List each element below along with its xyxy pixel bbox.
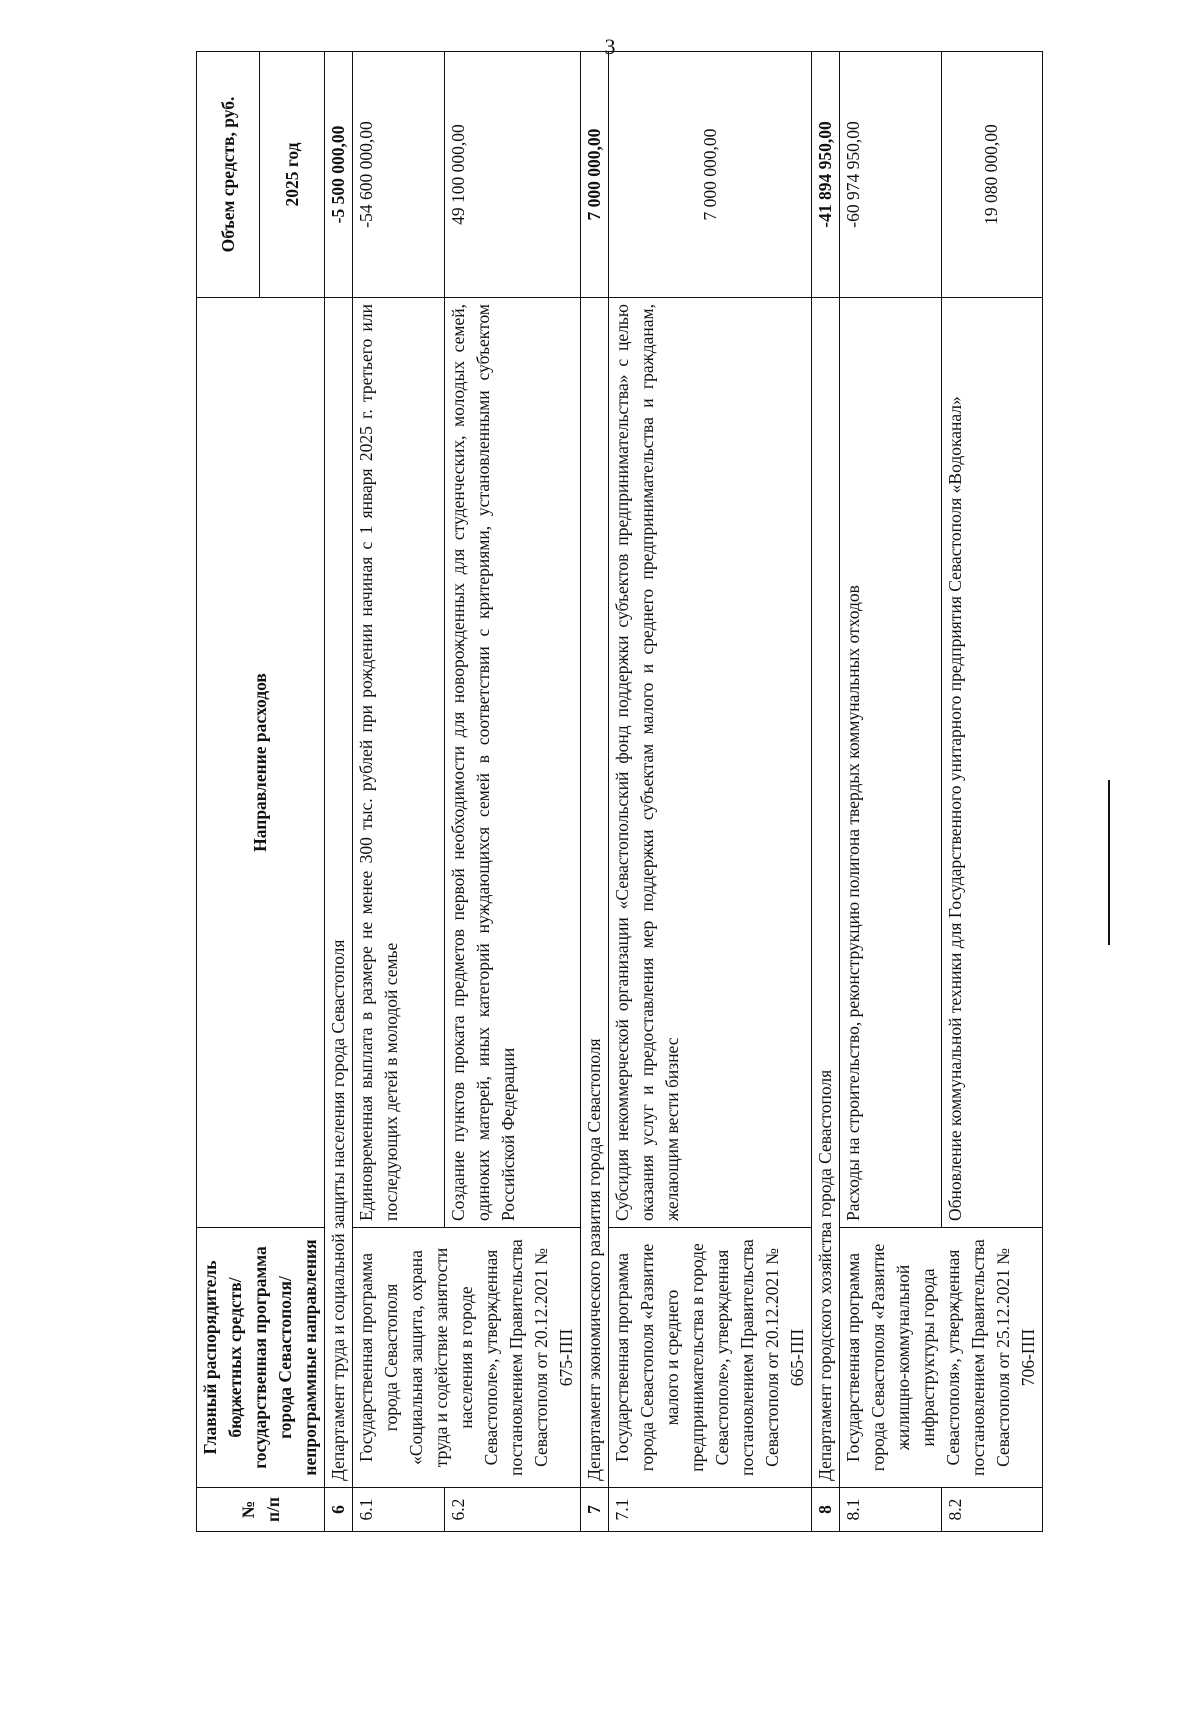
section-amount: -41 894 950,00 [812,52,840,298]
section-num: 7 [581,1488,609,1532]
item-direction: Субсидия некоммерческой организации «Севастопольский фонд поддержки субъектов предпринимательства» с целью оказания услуг и предоставления мер поддержки субъектам малого и среднего предпринимательства и гражданам, желающим вести бизнес [609,298,812,1228]
item-direction: Расходы на строительство, реконструкцию полигона твердых коммунальных отходов [840,298,942,1228]
item-direction: Создание пунктов проката предметов первой необходимости для новорожденных для студенческих, молодых семей, одиноких матерей, иных категорий нуждающихся семей в соответствии с критериями, установленными субъектом Российской Федерации [445,298,581,1228]
budget-table [196,51,1043,1532]
header-amount-group: Объем средств, руб. [197,52,260,298]
item-num: 6.2 [445,1488,581,1532]
section-num: 8 [812,1488,840,1532]
header-num: № п/п [197,1488,325,1532]
section-num: 6 [325,1488,353,1532]
page-number: 3 [604,34,616,59]
item-num: 7.1 [609,1488,812,1532]
item-direction: Обновление коммунальной техники для Государственного унитарного предприятия Севастополя «Водоканал» [941,298,1043,1228]
item-num: 6.1 [353,1488,445,1532]
table-row [840,52,942,1532]
program-description: Государственная программа города Севастополя «Социальная защита, охрана труда и содействие занятости населения в городе Севастополе», утвержденная постановлением Правительства Севастополя от 20.12.2021 № 675-ПП [353,1228,581,1488]
section-row [812,52,840,1532]
item-direction: Единовременная выплата в размере не менее 300 тыс. рублей при рождении начиная с 1 января 2025 г. третьего или последующих детей в молодой семье [353,298,445,1228]
table-row [353,52,445,1532]
section-title: Департамент городского хозяйства города Севастополя [812,298,840,1488]
separator-line [1108,780,1110,945]
program-description: Государственная программа города Севастополя «Развитие жилищно-коммунальной инфраструктуры города Севастополя», утвержденная постановлением Правительства Севастополя от 25.12.2021 № 706-ПП [840,1228,1043,1488]
header-direction: Направление расходов [197,298,325,1228]
item-num: 8.1 [840,1488,942,1532]
item-amount: 7 000 000,00 [609,52,812,298]
item-amount: 19 080 000,00 [941,52,1043,298]
item-amount: -60 974 950,00 [840,52,942,298]
item-num: 8.2 [941,1488,1043,1532]
section-title: Департамент труда и социальной защиты населения города Севастополя [325,298,353,1488]
item-amount: 49 100 000,00 [445,52,581,298]
table-row [609,52,812,1532]
section-amount: 7 000 000,00 [581,52,609,298]
section-row [325,52,353,1532]
section-amount: -5 500 000,00 [325,52,353,298]
header-program: Главный распорядитель бюджетных средств/государственная программа города Севастополя/непрограммные направления [197,1228,325,1488]
table-header-row [197,52,260,1532]
program-description: Государственная программа города Севастополя «Развитие малого и среднего предпринимательства в городе Севастополе», утвержденная постановлением Правительства Севастополя от 20.12.2021 № 665-ПП [609,1228,812,1488]
section-row [581,52,609,1532]
item-amount: -54 600 000,00 [353,52,445,298]
rotated-table-container [196,52,1038,1532]
header-amount-year: 2025 год [260,52,325,298]
section-title: Департамент экономического развития города Севастополя [581,298,609,1488]
